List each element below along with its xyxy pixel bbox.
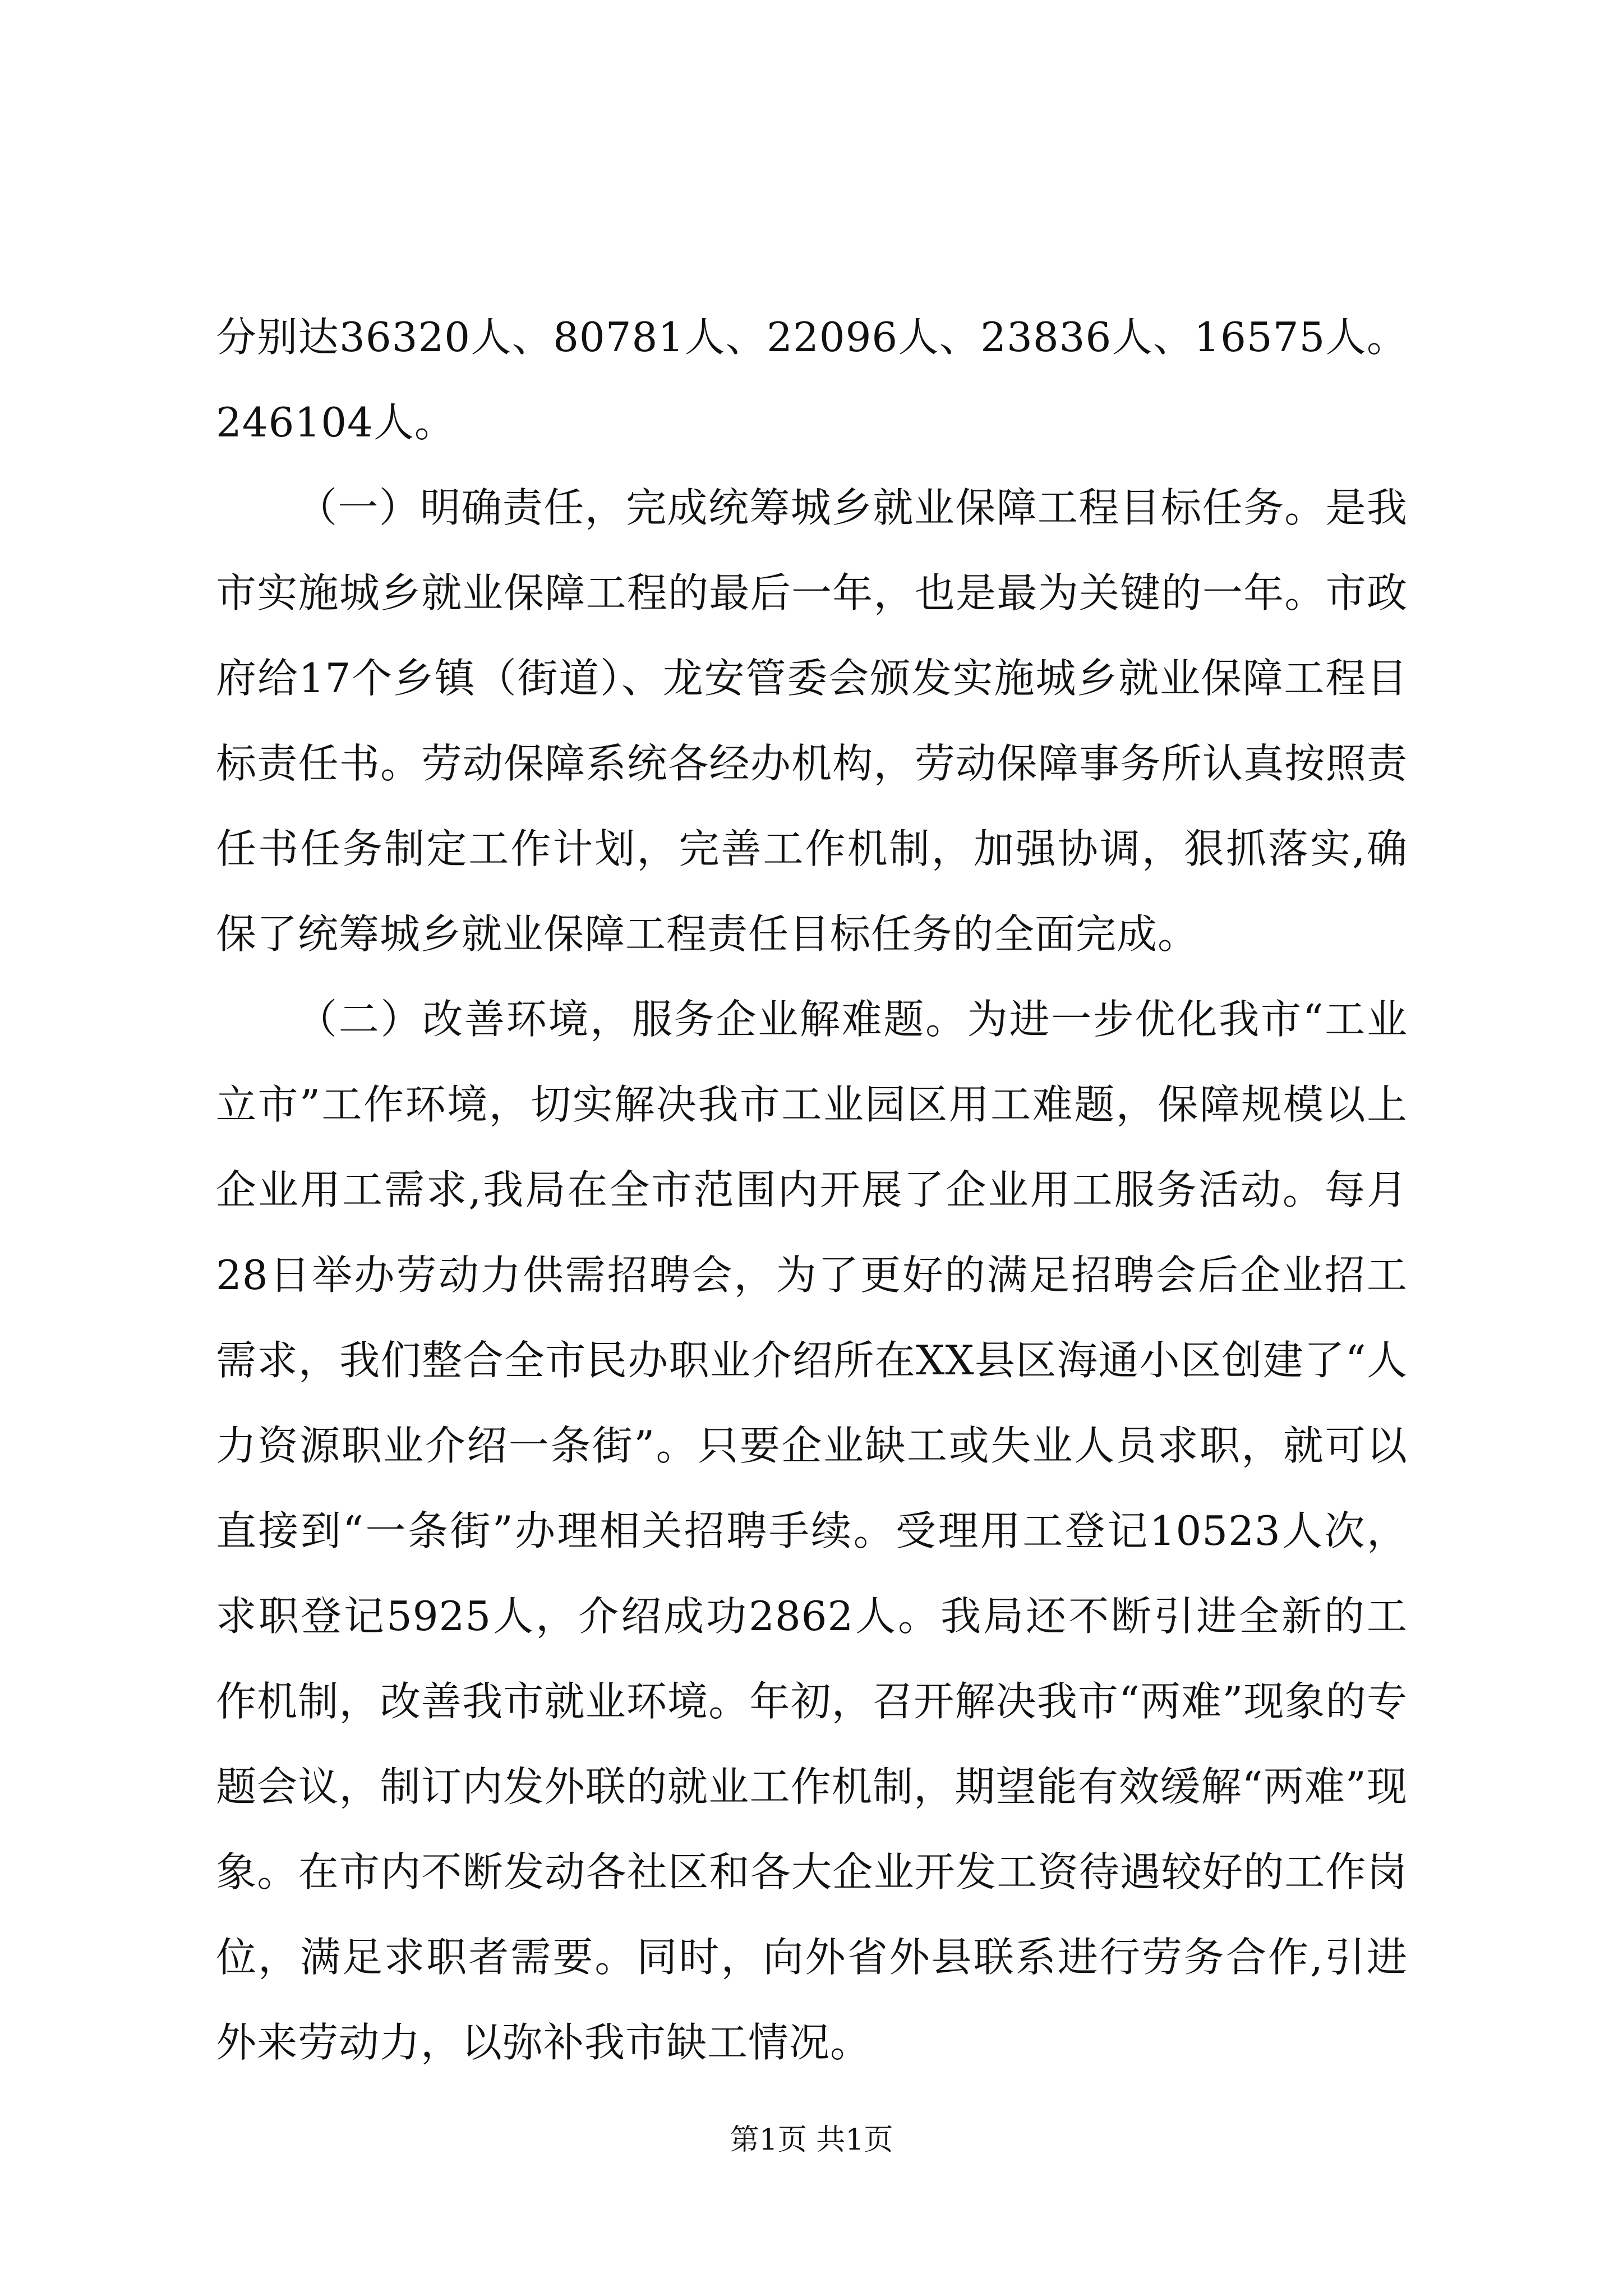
paragraph-section-two: （二）改善环境，服务企业解难题。为进一步优化我市“工业立市”工作环境，切实解决我市工业园区用工难题，保障规模以上企业用工需求,我局在全市范围内开展了企业用工服务活动。每月28日举办劳动力供需招聘会，为了更好的满足招聘会后企业招工需求，我们整合全市民办职业介绍所在XX县区海通小区创建了“人力资源职业介绍一条街”。只要企业缺工或失业人员求职，就可以直接到“一条街”办理相关招聘手续。受理用工登记10523人次，求职登记5925人，介绍成功2862人。我局还不断引进全新的工作机制，改善我市就业环境。年初，召开解决我市“两难”现象的专题会议，制订内发外联的就业工作机制，期望能有效缓解“两难”现象。在市内不断发动各社区和各大企业开发工资待遇较好的工作岗位，满足求职者需要。同时，向外省外县联系进行劳务合作,引进外来劳动力，以弥补我市缺工情况。 — [216, 996, 1408, 2066]
document-body — [216, 295, 1408, 2085]
paragraph-section-one: （一）明确责任，完成统筹城乡就业保障工程目标任务。是我市实施城乡就业保障工程的最后一年，也是最为关键的一年。市政府给17个乡镇（街道）、龙安管委会颁发实施城乡就业保障工程目标责任书。劳动保障系统各经办机构，劳动保障事务所认真按照责任书任务制定工作计划，完善工作机制，加强协调，狠抓落实,确保了统筹城乡就业保障工程责任目标任务的全面完成。 — [216, 484, 1408, 958]
paragraph-continuation: 分别达36320人、80781人、22096人、23836人、16575人。246104人。 — [216, 314, 1408, 446]
page-footer: 第1页 共1页 — [730, 2123, 893, 2157]
